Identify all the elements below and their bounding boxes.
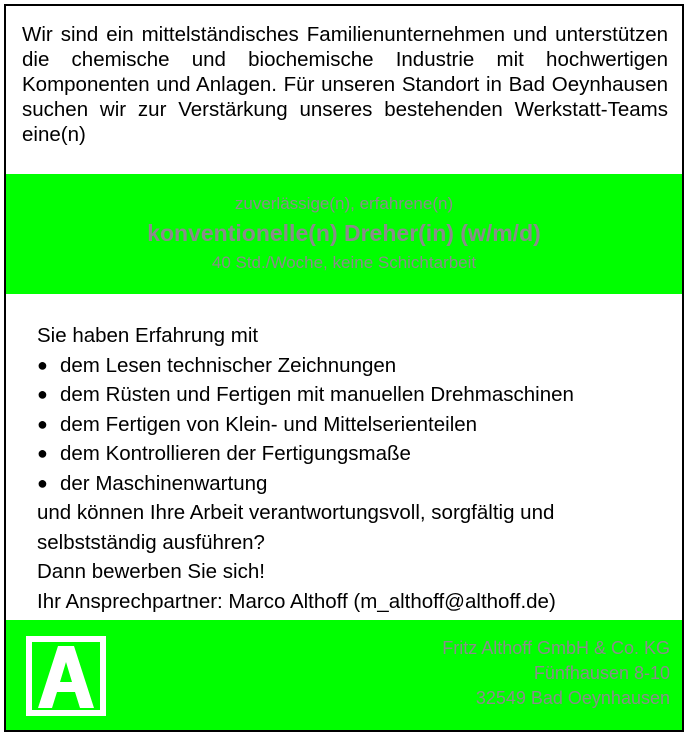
contact-line: Ihr Ansprechpartner: Marco Althoff (m_althoff@althoff.de) [37, 589, 556, 613]
list-item [37, 439, 672, 469]
requirements-list [37, 351, 672, 499]
bullet-icon: ● [37, 354, 48, 375]
position-conditions: 40 Std./Woche, keine Schichtarbeit [211, 253, 477, 272]
company-footer [6, 620, 682, 730]
list-item [37, 469, 672, 499]
bullet-icon: ● [37, 413, 48, 434]
list-item-text: dem Fertigen von Klein- und Mittelserienteilen [60, 412, 478, 436]
letter-a-logo-icon [26, 636, 106, 716]
requirements-section [6, 294, 682, 620]
job-advertisement [4, 4, 684, 732]
list-item [37, 351, 672, 381]
position-qualifier: zuverlässige(n), erfahrene(n) [234, 194, 454, 213]
company-address [442, 636, 670, 711]
company-name: Fritz Althoff GmbH & Co. KG [442, 638, 670, 658]
bullet-icon: ● [37, 384, 48, 404]
call-to-action: Dann bewerben Sie sich! [37, 560, 265, 583]
requirements-closing: und können Ihre Arbeit verantwortungsvoll, sorgfältig und selbstständig ausführen? [37, 501, 555, 554]
list-item [37, 380, 672, 410]
list-item-text: dem Lesen technischer Zeichnungen [60, 353, 397, 377]
list-item-text: dem Kontrollieren der Fertigungsmaße [60, 442, 411, 465]
position-title: konventionelle(n) Dreher(in) (w/m/d) [147, 220, 541, 246]
requirements-heading: Sie haben Erfahrung mit [37, 324, 259, 347]
company-city: 32549 Bad Oeynhausen [475, 688, 670, 708]
company-introduction: Wir sind ein mittelständisches Familienunternehmen und unterstützen die chemische und biochemische Industrie mit hochwertigen Komponenten und Anlagen. Für unseren Standort in Bad Oeynhausen suchen wir zur Verstärkung unseres bestehenden Werkstatt-Teams eine(n) [22, 23, 668, 146]
list-item [37, 410, 672, 440]
bullet-icon: ● [37, 472, 48, 493]
position-banner [6, 174, 682, 294]
company-street: Fünfhausen 8-10 [533, 663, 670, 683]
bullet-icon: ● [37, 443, 48, 463]
list-item-text: der Maschinenwartung [60, 471, 268, 495]
list-item-text: dem Rüsten und Fertigen mit manuellen Drehmaschinen [60, 383, 574, 406]
